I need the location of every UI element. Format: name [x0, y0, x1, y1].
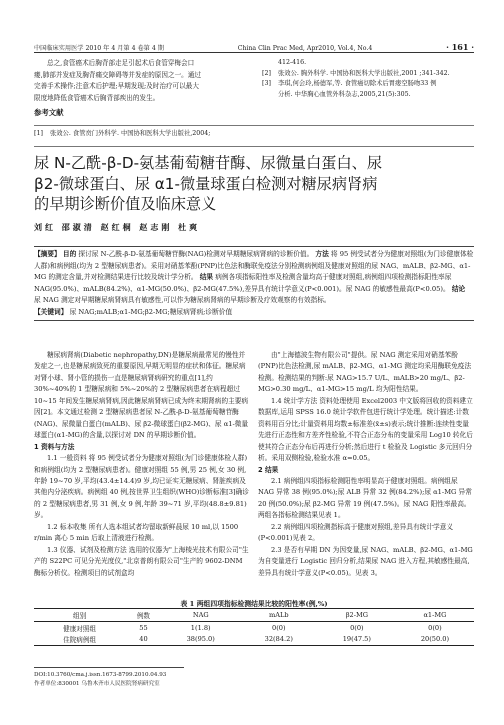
author-list: 刘红 邵淑清 赵红桐 赵志刚 杜爽	[34, 222, 201, 232]
table-header-row	[34, 609, 474, 622]
references-heading: 参考文献	[34, 108, 64, 118]
footnote	[34, 667, 184, 688]
prev-right-column	[262, 58, 474, 119]
page-number: · 161 ·	[446, 42, 474, 52]
table-cell: 住院病例组	[34, 634, 125, 646]
table-cell: 0(0)	[350, 623, 364, 632]
article-body	[34, 350, 474, 579]
reference-number: [3]	[262, 80, 271, 88]
reference-item	[262, 79, 474, 90]
section-heading: 1 资料与方法	[34, 442, 75, 451]
table-cell: 40	[125, 634, 161, 646]
reference-number: [1]	[34, 130, 43, 137]
prev-line: 限度地降低食管癌术后胸背部疾出的发生。	[34, 93, 160, 102]
results-text: 病例各项指标阳性率及检测含量均高于健康对照组,病例组四项检测指标阳性率尿 NAG(95.0%)、mALB(84.2%)、α1-MG(50.0%)、β2-MG(47.5%),差异具有统计学意义(P<0.001)。尿 NAG 的敏感性最高(P<0.05)。	[34, 273, 452, 293]
author-affiliation: 作者单位:830001 乌鲁木齐市人民医院肾病研究室	[34, 680, 160, 687]
reference-text: 张效公. 食管贲门外科学. 中国协和医科大学出版社,2004;	[50, 130, 211, 137]
section-heading: 2 结果	[258, 465, 279, 474]
reference-cont	[262, 58, 474, 69]
body-paragraph: 1.2 标本收集 所有人选本组试者均留取新鲜晨尿 10 ml,以 1500 r/min 离心 5 min 后取上清液进行检测。	[34, 522, 239, 543]
body-paragraph: 糖尿病肾病(Diabetic nephropathy,DN)是糖尿病最常见的慢性并发症之一,也是糖尿病致死的重要原因,早期无明显的症状和体征。糖尿病对肾小球、肾小管的损伤一直是糖尿病肾病研究的重点[1],约 30%~40%的 1 型糖尿病和 5%~20%的 2 型糖尿病患者在病程超过 10~15 年间发生糖尿病肾病,因此糖尿病肾病已成为终末期肾病的主要病因[2]。本文通过检测 2 型糖尿病患者尿 N-乙酰-β-D-氨基葡萄糖苷酶(NAG)、尿微量白蛋白(mALB)、尿 β2-微球蛋白(β2-MG)、尿 α1-微量球蛋白(α1-MG)的含量,以探讨对 DN 的早期诊断价值。	[34, 351, 249, 440]
prev-line: 瘘,肺部并发症及胸背痛交障碍等并发症的原因之一。通过	[34, 70, 201, 79]
reference-text: 李琪,何会玲,杨德军,等. 食管癌切除术后胃瘘空肠吻33 例	[278, 80, 437, 88]
table-cell: 38(95.0)	[162, 634, 240, 646]
keywords-line	[34, 307, 474, 319]
table-row	[34, 634, 474, 646]
methods-label: 方法	[315, 250, 329, 258]
keywords-text: 尿 NAG;mALB;α1-MG;β2-MG;糖尿病肾病;诊断价值	[69, 307, 233, 316]
body-paragraph: 1.1 一般资料 将 95 例受试者分为健康对照组(为门诊健康体检人群)和病例组(均为 2 型糖尿病患者)。健康对照组 55 例,男 25 例,女 30 例,年龄 19~70 岁,平均(43.4±14.4)9 岁,均已证实无糖尿病、肾脏疾病及其他内分泌疾病。病例组 40 例,按世界卫生组织(WHO)诊断标准[3]确诊的 2 型糖尿病患者,男 31 例,女 9 例,年龄 39~71 岁,平均(48.8±9.81)岁。	[34, 454, 249, 520]
body-paragraph: 1.4 统计学方法 资料处理使用 Excel2003 中文版将回收的资料建立数据库,运用 SPSS 16.0 统计学软件包进行统计学处理。统计描述:计数资料用百分比;计量资料用均数±标准差(x̄±s)表示;统计推断:连续性变量先进行正态性和方差齐性检验,不符合正态分布的变量采用 Log10 转化后使其符合正态分布后再进行分析;然后进行 t 检验及 Logistic 多元回归分析。采用双侧检验,检验水准 α=0.05。	[258, 396, 473, 463]
reference-number: [2]	[262, 69, 271, 77]
body-paragraph: 2.2 病例组四项检测指标高于健康对照组,差异具有统计学意义(P<0.001)见表 2。	[258, 522, 454, 543]
body-left-column	[34, 350, 250, 579]
objective-text: 探讨尿 N-乙酰-β-D-氨基葡萄糖苷酶(NAG)检测对早期糖尿病肾病的诊断价值。	[78, 250, 314, 258]
prev-line: 完善手术操作;注意术后护理;早期发现;及时治疗可以最大	[34, 82, 199, 91]
article-title	[34, 153, 474, 215]
table-cell: 0(0)	[428, 623, 442, 632]
body-paragraph: 由"上海德波生物有限公司"提供。尿 NAG 测定采用对硝基苯酚(PNP)比色法检测,尿 mALB、β2-MG、α1-MG 测定均采用酶联免疫法检测。检测结果的判断:尿 NAG>15.7 U/L、mALB>20 mg/L、β2-MG>0.30 mg/L、α1-MG>15 mg/L 均为阳性结果。	[258, 351, 472, 394]
running-header	[34, 38, 474, 53]
prev-left-column	[34, 58, 250, 119]
column-header: 例数	[125, 609, 161, 622]
column-header: 组别	[34, 609, 125, 622]
table-cell: 1(1.8)	[190, 623, 211, 632]
body-paragraph: 2.1 病例组四项指标检测阳性率明显高于健康对照组。病例组尿 NAG 异常 38 例(95.0%);尿 ALB 异常 32 例(84.2%);尿 α1-MG 异常 20 例(50.0%);尿 β2-MG 异常 19 例(47.5%)。尿 NAG 阳性率最高。两组各指标检测结果见表 1。	[258, 476, 472, 520]
table-row	[34, 622, 474, 634]
reference-text: 张效公. 胸外科学. 中国协和医科大学出版社,2001 ;341-342.	[278, 69, 450, 77]
journal-name-en: China Clin Prac Med, Apr2010, Vol.4, No.4	[237, 45, 373, 52]
results-label: 结果	[199, 273, 214, 281]
column-header: α1-MG	[396, 609, 474, 622]
abstract-text	[34, 249, 474, 307]
body-right-column	[258, 350, 474, 579]
table-cell: 0(0)	[272, 623, 286, 632]
body-paragraph: 2.3 是否有早期 DN 为因变量,尿 NAG、mALB、β2-MG、α1-MG 为自变量进行 Logistic 回归分析,结果尿 NAG 进入方程,其敏感性最高,差异具有统计学意义(P<0.05)。见表 3。	[258, 545, 473, 577]
table-cell: 32(84.2)	[240, 634, 318, 646]
abstract-box	[34, 246, 474, 321]
body-paragraph: 1.3 仪器、试剂及检测方法 选用的仪器为"上海棱光技术有限公司"生产的 S22PC 可见分光光度仪,"北京普朗有限公司"生产的 9602-DNM 酶标分析仪。检测项目的试剂盒均	[34, 545, 249, 577]
title-line: β2-微球蛋白、尿 α1-微量球蛋白检测对糖尿病肾病	[34, 174, 378, 193]
reference-item	[262, 90, 474, 101]
objective-label: 目的	[62, 250, 77, 258]
conclusion-text: 尿 NAG 测定对早期糖尿病肾病具有敏感性,可以作为糖尿病肾病的早期诊断及疗效观察的有效指标。	[34, 296, 331, 304]
column-header: β2-MG	[318, 609, 396, 622]
column-header: NAG	[162, 609, 240, 622]
prev-paragraph	[34, 58, 250, 104]
column-header: mALb	[240, 609, 318, 622]
table-cell: 20(50.0)	[396, 634, 474, 646]
abstract-label: 【摘要】	[34, 250, 61, 258]
results-table	[34, 608, 474, 646]
keywords-label: 【关键词】	[34, 307, 68, 316]
table-caption: 表 1 两组四项指标检测结果比较的阳性率(例,%)	[180, 600, 328, 608]
table-cell: 健康对照组	[63, 624, 97, 633]
reference-text: 分析. 中华胸心血管外科杂志,2005,21(5):305.	[278, 90, 411, 98]
conclusion-label: 结论	[451, 284, 466, 293]
methods-text: 将 95 例受试者分为健康对照组(为门诊健康体检人群)和病例组(均为 2 型糖尿病患者)。采用对硝基苯酚(PNP)比色法和酶联免疫法分别检测病例组及健康对照组的尿 NAG、mALB、β2-MG、α1-MG 的测定含量,并对检测结果进行比较及统计学分析。	[34, 250, 474, 281]
table-cell: 55	[139, 623, 148, 632]
reference-item	[34, 129, 334, 140]
doi-line: DOI:10.3760/cma.j.issn.1673-8799.2010.04.93	[34, 672, 167, 678]
reference-number	[262, 90, 278, 101]
reference-text: 412-416.	[278, 59, 307, 66]
previous-article-tail	[34, 58, 474, 119]
title-line: 尿 N-乙酰-β-D-氨基葡萄糖苷酶、尿微量白蛋白、尿	[34, 154, 383, 172]
reference-item	[262, 69, 474, 80]
divider	[34, 125, 474, 126]
title-line: 的早期诊断价值及临床意义	[34, 195, 217, 213]
table-cell: 19(47.5)	[318, 634, 396, 646]
journal-name-cn: 中国临床实用医学 2010 年 4 月第 4 卷第 4 期	[34, 45, 164, 52]
divider	[34, 146, 474, 147]
prev-line: 总之,食管癌术后胸背部走足引起术后食管穿梅会口	[47, 59, 195, 67]
